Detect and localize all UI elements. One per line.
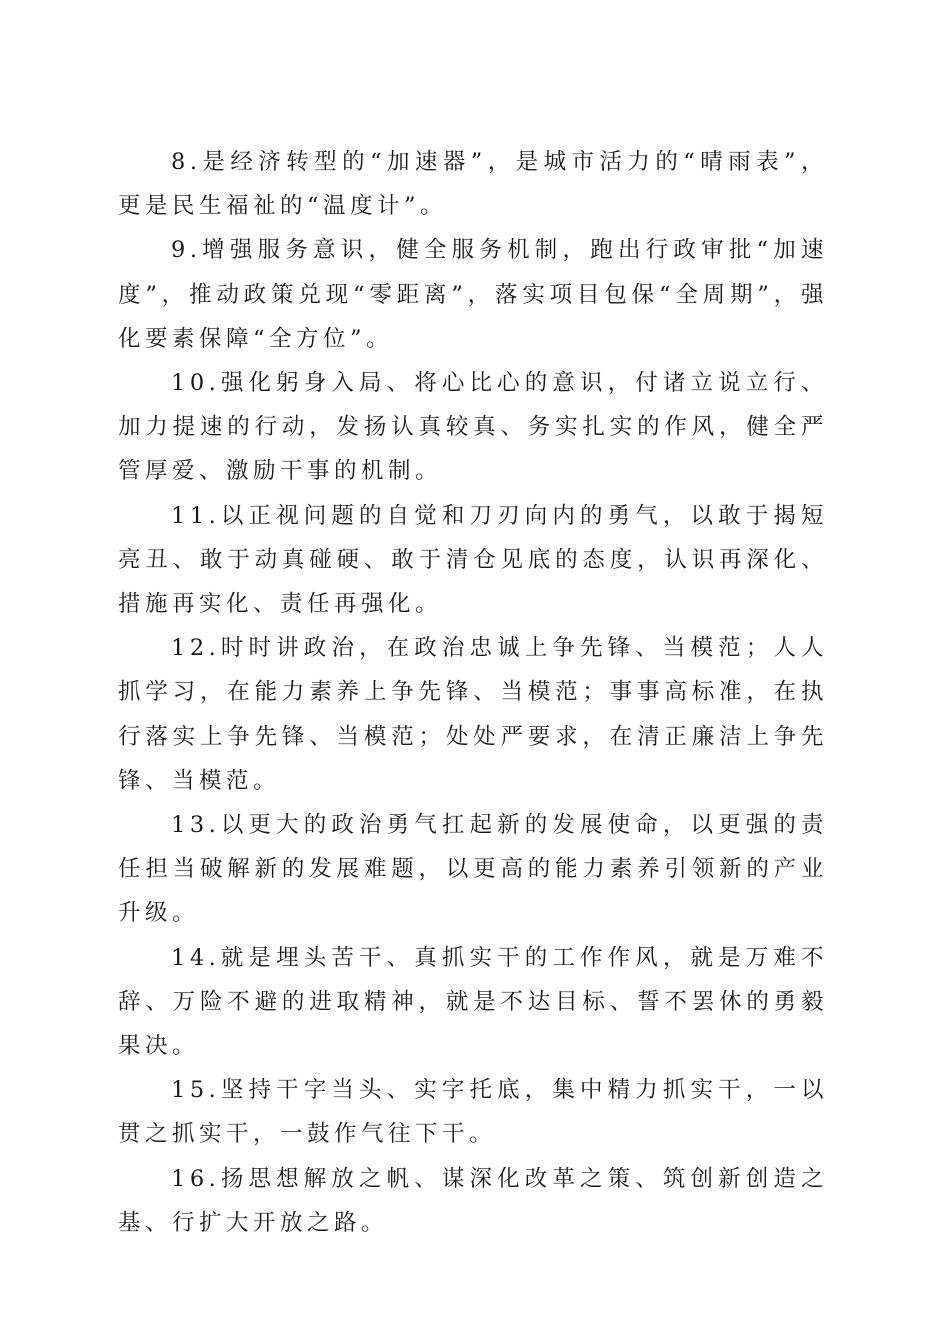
paragraph-12: 12.时时讲政治，在政治忠诚上争先锋、当模范；人人抓学习，在能力素养上争先锋、当模范；事事高标准，在执行落实上争先锋、当模范；处处严要求，在清正廉洁上争先锋、当模范。 [118,635,828,794]
paragraph-10: 10.强化躬身入局、将心比心的意识，付诸立说立行、加力提速的行动，发扬认真较真、务实扎实的作风，健全严管厚爱、激励干事的机制。 [118,370,828,485]
paragraph-11: 11.以正视问题的自觉和刀刃向内的勇气，以敢于揭短亮丑、敢于动真碰硬、敢于清仓见底的态度，认识再深化、措施再实化、责任再强化。 [118,502,828,618]
document-body [118,140,828,1245]
paragraph-9: 9.增强服务意识，健全服务机制，跑出行政审批“加速度”，推动政策兑现“零距离”，落实项目包保“全周期”，强化要素保障“全方位”。 [118,237,828,352]
paragraph-8: 8.是经济转型的“加速器”，是城市活力的“晴雨表”，更是民生福祉的“温度计”。 [118,149,828,220]
paragraph-13: 13.以更大的政治勇气扛起新的发展使命，以更强的责任担当破解新的发展难题，以更高的能力素养引领新的产业升级。 [118,812,828,927]
paragraph-14: 14.就是埋头苦干、真抓实干的工作作风，就是万难不辞、万险不避的进取精神，就是不达目标、誓不罢休的勇毅果决。 [118,944,828,1060]
paragraph-16: 16.扬思想解放之帆、谋深化改革之策、筑创新创造之基、行扩大开放之路。 [118,1165,828,1236]
paragraph-15: 15.坚持干字当头、实字托底，集中精力抓实干，一以贯之抓实干，一鼓作气往下干。 [118,1077,828,1148]
